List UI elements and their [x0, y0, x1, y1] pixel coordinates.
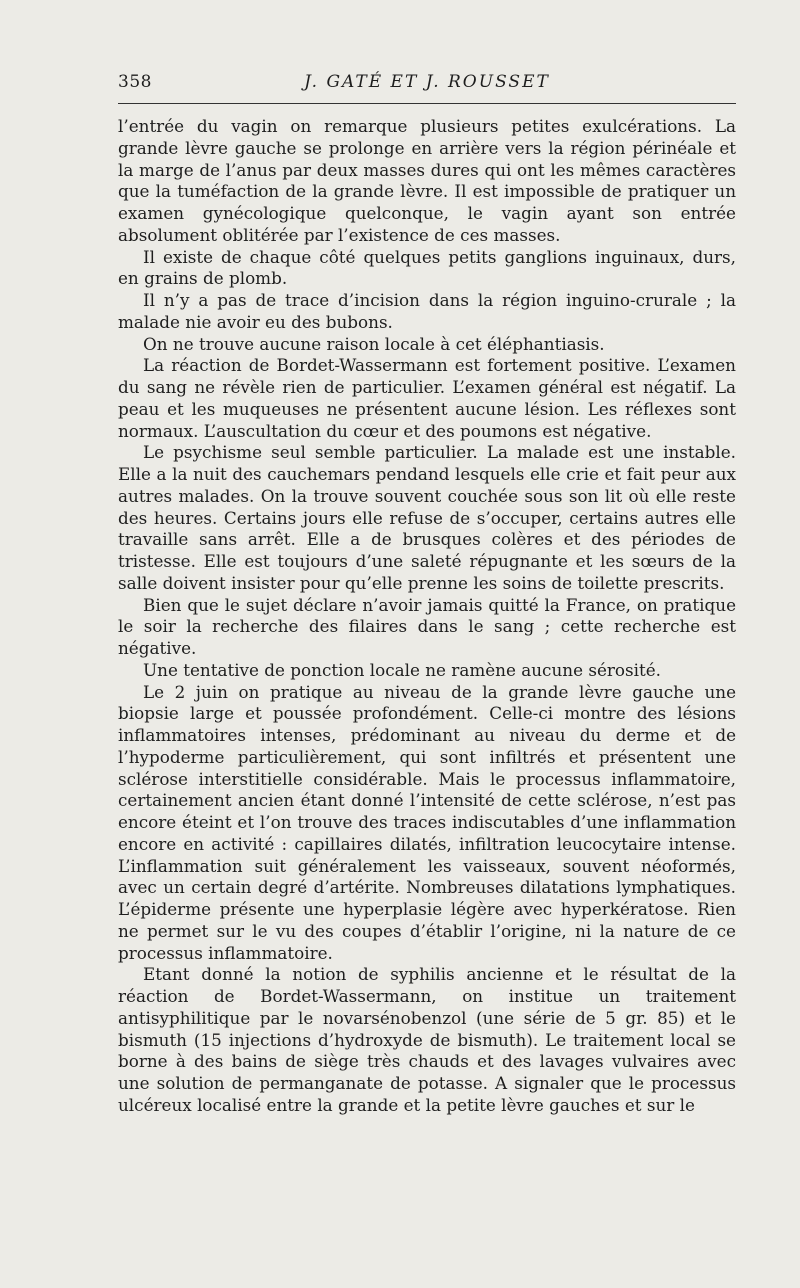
header-rule — [118, 103, 736, 104]
paragraph: Bien que le sujet déclare n’avoir jamais quitté la France, on pratique le soir la recherche des filaires dans le sang ; cette recherche est négative. — [118, 594, 736, 658]
running-title: J. GATÉ ET J. ROUSSET — [304, 72, 550, 92]
paragraph: Le 2 juin on pratique au niveau de la grande lèvre gauche une biopsie large et poussée profondément. Celle-ci montre des lésions inflammatoires intenses, prédominant au niveau du derme et de l’hypoderme particulièrement, qui sont infiltrés et présentent une sclérose interstitielle considérable. Mais le processus inflammatoire, certainement ancien étant donné l’intensité de cette sclérose, n’est pas encore éteint et l’on trouve des traces indiscutables d’une inflammation encore en activité : capillaires dilatés, infiltration leucocytaire intense. L’inflammation suit généralement les vaisseaux, souvent néoformés, avec un certain degré d’artérite. Nombreuses dilatations lymphatiques. L’épiderme présente une hyperplasie légère avec hyperkératose. Rien ne permet sur le vu des coupes d’établir l’origine, ni la nature de ce processus inflammatoire. — [118, 681, 736, 963]
paragraph: Il existe de chaque côté quelques petits ganglions inguinaux, durs, en grains de plomb. — [118, 246, 736, 289]
paragraph: Une tentative de ponction locale ne ramène aucune sérosité. — [143, 659, 661, 680]
paragraph: Le psychisme seul semble particulier. La malade est une instable. Elle a la nuit des cauchemars pendand lesquels elle crie et fait peur aux autres malades. On la trouve souvent couchée sous son lit où elle reste des heures. Certains jours elle refuse de s’occuper, certains autres elle travaille sans arrêt. Elle a de brusques colères et des périodes de tristesse. Elle est toujours d’une saleté répugnante et les sœurs de la salle doivent insister pour qu’elle prenne les soins de toilette prescrits. — [118, 442, 736, 593]
body-text — [118, 116, 736, 1117]
paragraph: Il n’y a pas de trace d’incision dans la région inguino-crurale ; la malade nie avoir eu des bubons. — [118, 290, 736, 332]
page-number: 358 — [118, 72, 152, 92]
paragraph: l’entrée du vagin on remarque plusieurs petites exulcérations. La grande lèvre gauche se prolonge en arrière vers la région périnéale et la marge de l’anus par deux masses dures qui ont les mêmes caractères que la tuméfaction de la grande lèvre. Il est impossible de pratiquer un examen gynécologique quelconque, le vagin ayant son entrée absolument oblitérée par l’existence de ces masses. — [118, 116, 736, 245]
paragraph: La réaction de Bordet-Wassermann est fortement positive. L’examen du sang ne révèle rien de particulier. L’examen général est négatif. La peau et les muqueuses ne présentent aucune lésion. Les réflexes sont normaux. L’auscultation du cœur et des poumons est négative. — [118, 355, 736, 441]
page-header — [118, 70, 736, 100]
paragraph: On ne trouve aucune raison locale à cet éléphantiasis. — [143, 333, 605, 354]
paragraph: Etant donné la notion de syphilis ancienne et le résultat de la réaction de Bordet-Wassermann, on institue un traitement antisyphilitique par le novarsénobenzol (une série de 5 gr. 85) et le bismuth (15 injections d’hydroxyde de bismuth). Le traitement local se borne à des bains de siège très chauds et des lavages vulvaires avec une solution de permanganate de potasse. A signaler que le processus ulcéreux localisé entre la grande et la petite lèvre gauches et sur le — [118, 964, 736, 1115]
